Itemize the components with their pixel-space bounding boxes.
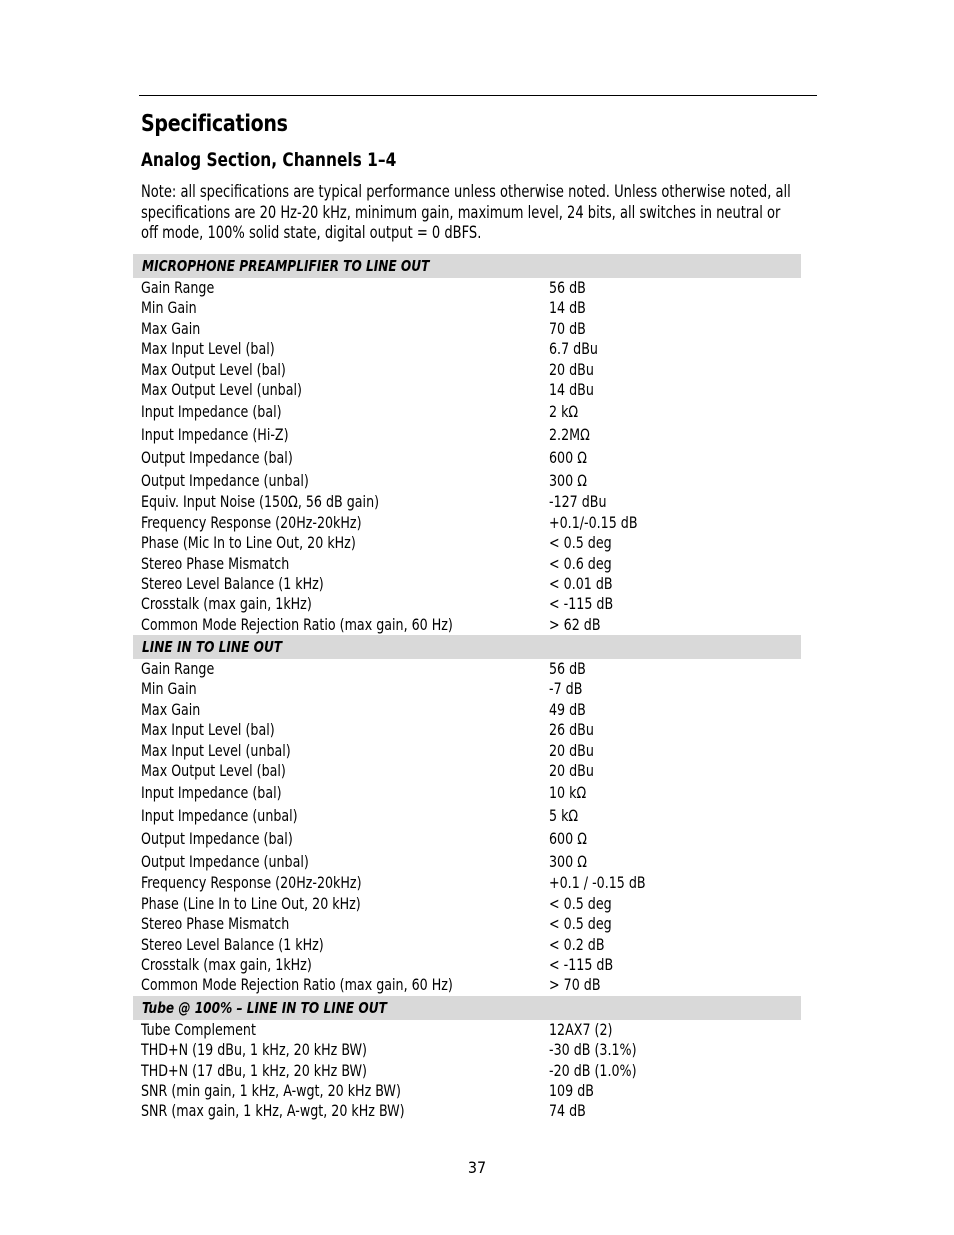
spec-parameter: Common Mode Rejection Ratio (max gain, 60 Hz) [141,614,453,634]
spec-value: < -115 dB [549,954,614,974]
spec-row [133,339,801,359]
spec-value: > 70 dB [549,975,601,995]
spec-value: 600 Ω [549,448,587,468]
spec-row [133,574,801,594]
spec-row [133,781,801,804]
spec-parameter: Max Output Level (bal) [141,359,286,379]
spec-value: < 0.5 deg [549,533,612,553]
spec-row [133,720,801,740]
spec-parameter: Max Gain [141,699,201,719]
spec-parameter: THD+N (17 dBu, 1 kHz, 20 kHz BW) [141,1060,367,1080]
spec-row [133,278,801,298]
spec-row [133,400,801,423]
spec-value: < 0.2 dB [549,934,605,954]
spec-parameter: Common Mode Rejection Ratio (max gain, 60 Hz) [141,975,453,995]
spec-row [133,914,801,934]
spec-parameter: Gain Range [141,278,215,297]
spec-value: < 0.01 dB [549,573,613,593]
spec-row [133,827,801,850]
spec-value: 49 dB [549,699,586,719]
spec-parameter: Max Output Level (unbal) [141,379,302,399]
spec-row [133,850,801,873]
spec-row [133,894,801,914]
spec-value: 20 dBu [549,740,594,760]
spec-value: 109 dB [549,1080,594,1100]
spec-parameter: Output Impedance (bal) [141,829,293,849]
spec-table [133,254,801,1122]
spec-parameter: Max Input Level (bal) [141,720,275,740]
spec-row [133,513,801,533]
spec-value: 300 Ω [549,852,587,872]
spec-value: -20 dB (1.0%) [549,1060,637,1080]
spec-value: 20 dBu [549,761,594,781]
spec-value: -7 dB [549,679,583,699]
spec-parameter: Phase (Line In to Line Out, 20 kHz) [141,893,361,913]
spec-parameter: Stereo Phase Mismatch [141,914,290,934]
spec-value: 70 dB [549,318,586,338]
page-number: 37 [467,1158,487,1177]
spec-parameter: Input Impedance (bal) [141,783,282,803]
spec-parameter: Input Impedance (Hi-Z) [141,425,289,445]
spec-parameter: Output Impedance (unbal) [141,852,309,872]
spec-row [133,1040,801,1060]
section-header [133,254,801,278]
spec-row [133,360,801,380]
spec-parameter: Max Gain [141,318,201,338]
spec-parameter: Tube Complement [141,1019,256,1039]
spec-parameter: Frequency Response (20Hz-20kHz) [141,512,362,532]
spec-row [133,319,801,339]
spec-value: 600 Ω [549,829,587,849]
spec-row [133,804,801,827]
spec-value: 12AX7 (2) [549,1019,613,1039]
spec-row [133,298,801,318]
spec-row [133,554,801,574]
spec-row [133,469,801,492]
spec-parameter: Crosstalk (max gain, 1kHz) [141,954,312,974]
section-header [133,996,801,1020]
spec-parameter: Frequency Response (20Hz-20kHz) [141,873,362,893]
section-subtitle: Analog Section, Channels 1–4 [141,149,397,171]
spec-parameter: Output Impedance (unbal) [141,471,309,491]
spec-row [133,1081,801,1101]
spec-row [133,935,801,955]
spec-row [133,659,801,679]
spec-value: 26 dBu [549,720,594,740]
spec-value: 56 dB [549,278,586,297]
spec-value: 56 dB [549,659,586,679]
spec-row [133,533,801,553]
spec-value: 300 Ω [549,471,587,491]
spec-parameter: Stereo Phase Mismatch [141,553,290,573]
spec-row [133,446,801,469]
spec-value: 14 dBu [549,379,594,399]
spec-value: 2 kΩ [549,402,579,422]
spec-parameter: THD+N (19 dBu, 1 kHz, 20 kHz BW) [141,1040,367,1060]
spec-parameter: Input Impedance (bal) [141,402,282,422]
spec-value: < -115 dB [549,594,614,614]
spec-value: 6.7 dBu [549,339,598,359]
header-rule [139,95,817,96]
spec-row [133,700,801,720]
spec-value: 5 kΩ [549,806,579,826]
spec-row [133,423,801,446]
spec-row [133,1061,801,1081]
spec-value: 74 dB [549,1101,586,1121]
spec-parameter: Min Gain [141,679,197,699]
spec-value: > 62 dB [549,614,601,634]
spec-row [133,955,801,975]
page-title: Specifications [141,111,288,137]
spec-parameter: Input Impedance (unbal) [141,806,298,826]
spec-value: -30 dB (3.1%) [549,1040,637,1060]
spec-parameter: Phase (Mic In to Line Out, 20 kHz) [141,533,356,553]
section-header-label: Tube @ 100% – LINE IN TO LINE OUT [142,998,387,1017]
spec-parameter: Max Input Level (bal) [141,339,275,359]
spec-row [133,380,801,400]
spec-parameter: Stereo Level Balance (1 kHz) [141,934,324,954]
spec-parameter: Crosstalk (max gain, 1kHz) [141,594,312,614]
spec-row [133,594,801,614]
spec-parameter: SNR (min gain, 1 kHz, A-wgt, 20 kHz BW) [141,1080,401,1100]
spec-row [133,1020,801,1040]
spec-parameter: Max Output Level (bal) [141,761,286,781]
section-header [133,635,801,659]
spec-parameter: Stereo Level Balance (1 kHz) [141,573,324,593]
spec-value: 14 dB [549,298,586,318]
spec-row [133,615,801,635]
spec-row [133,741,801,761]
spec-value: +0.1 / -0.15 dB [549,873,646,893]
spec-note: Note: all specifications are typical performance unless otherwise noted. Unless otherwise noted, all specifications are 20 Hz-20 kHz, minimum gain, maximum level, 24 bits, all switches in neutral or off mode, 100% solid state, digital output = 0 dBFS. [141,182,791,243]
spec-parameter: Max Input Level (unbal) [141,740,291,760]
spec-parameter: Min Gain [141,298,197,318]
spec-parameter: Gain Range [141,659,215,679]
spec-value: < 0.5 deg [549,914,612,934]
spec-value: +0.1/-0.15 dB [549,512,638,532]
spec-value: < 0.5 deg [549,893,612,913]
spec-parameter: SNR (max gain, 1 kHz, A-wgt, 20 kHz BW) [141,1101,405,1121]
spec-value: < 0.6 deg [549,553,612,573]
spec-row [133,873,801,893]
spec-row [133,679,801,699]
spec-parameter: Output Impedance (bal) [141,448,293,468]
section-header-label: MICROPHONE PREAMPLIFIER TO LINE OUT [142,257,430,275]
spec-row [133,761,801,781]
spec-value: 10 kΩ [549,783,587,803]
spec-parameter: Equiv. Input Noise (150Ω, 56 dB gain) [141,492,380,512]
spec-value: 2.2MΩ [549,425,590,445]
spec-value: 20 dBu [549,359,594,379]
spec-row [133,492,801,512]
spec-value: -127 dBu [549,492,607,512]
spec-row [133,975,801,995]
section-header-label: LINE IN TO LINE OUT [142,638,283,657]
spec-row [133,1101,801,1121]
